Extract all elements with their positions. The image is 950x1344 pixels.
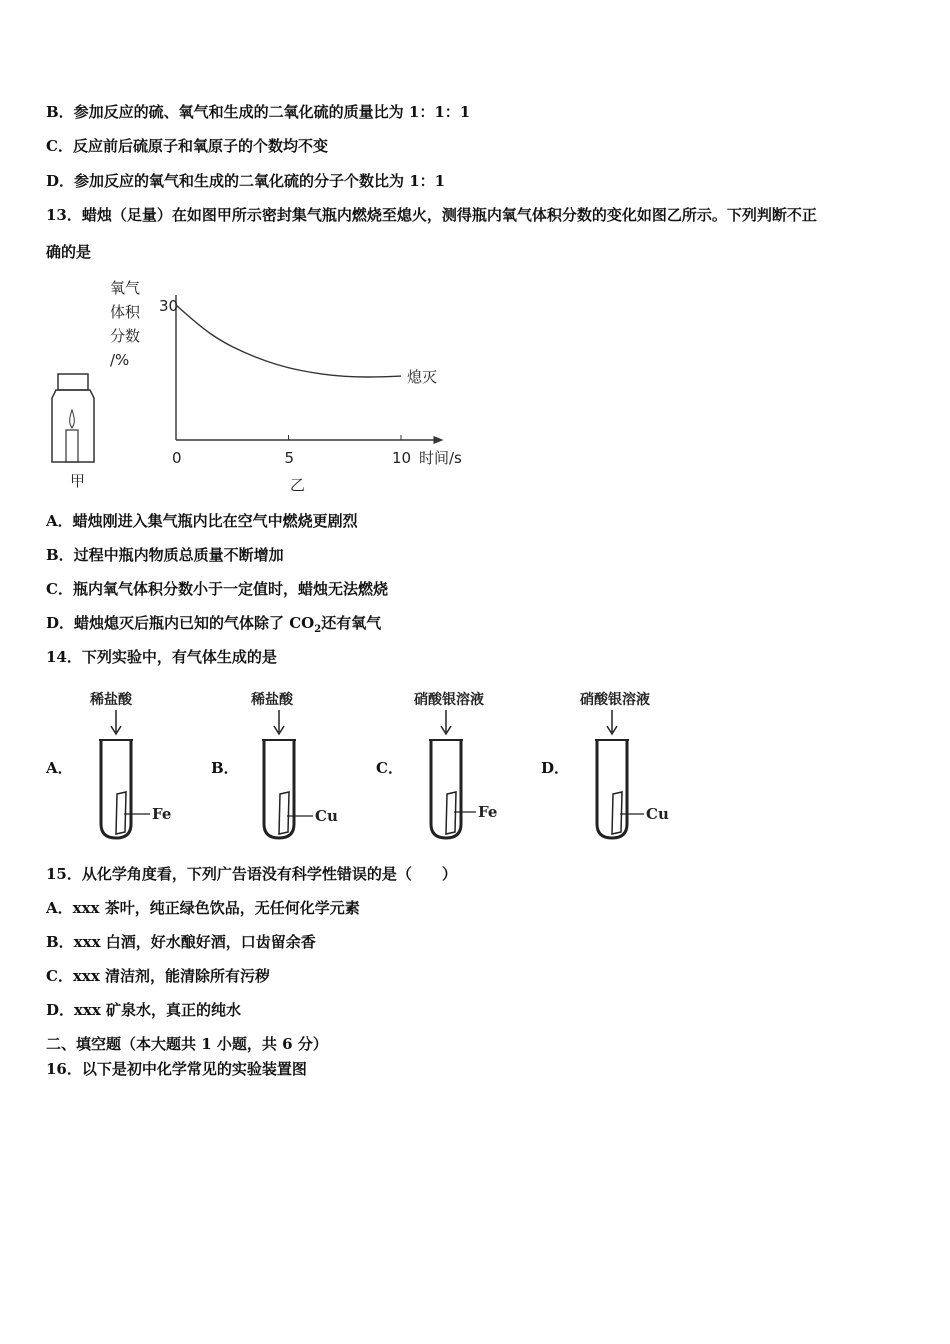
y-axis-label-line: 氧气: [110, 279, 141, 297]
q14-option-c-letter: C．: [376, 759, 403, 777]
x-tick-label: 0: [172, 449, 182, 467]
y-tick-label: 30: [159, 297, 179, 315]
metal-b: Cu: [315, 807, 338, 825]
x-axis-arrow: [434, 436, 444, 444]
test-tube-a: [80, 686, 190, 846]
q12-option-b: B．参加反应的硫、氧气和生成的二氧化硫的质量比为 1：1：1: [46, 103, 471, 121]
chart-label: 乙: [290, 476, 306, 494]
metal-strip: [116, 792, 126, 834]
reagent-a: 稀盐酸: [90, 692, 132, 708]
q13-option-d-text: D．蜡烛熄灭后瓶内已知的气体除了 CO: [46, 614, 315, 632]
y-axis-label-line: 分数: [110, 327, 141, 345]
q15-option-c: C．xxx 清洁剂，能清除所有污秽: [46, 967, 270, 985]
q13-stem-line2: 确的是: [46, 243, 92, 261]
jar-label: 甲: [70, 472, 86, 490]
oxygen-chart: [104, 275, 484, 495]
q13-option-d-sub: 2: [314, 624, 322, 635]
test-tube-c: [410, 686, 520, 846]
reagent-b: 稀盐酸: [251, 692, 293, 708]
x-tick-label: 10: [392, 449, 412, 467]
q15-stem: 15．从化学角度看，下列广告语没有科学性错误的是（ ）: [46, 865, 457, 883]
q15-option-d: D．xxx 矿泉水，真正的纯水: [46, 1001, 242, 1019]
jar-figure: [44, 372, 104, 492]
q15-option-b: B．xxx 白酒，好水酿好酒，口齿留余香: [46, 933, 316, 951]
section2-heading: 二、填空题（本大题共 1 小题，共 6 分）: [46, 1035, 328, 1053]
reagent-c: 硝酸银溶液: [414, 692, 484, 708]
candle-flame: [70, 410, 75, 428]
metal-strip: [612, 792, 622, 834]
y-axis-label-line: 体积: [110, 303, 141, 321]
test-tube-d: [576, 686, 686, 846]
q16-stem: 16．以下是初中化学常见的实验装置图: [46, 1060, 307, 1078]
q12-option-c: C．反应前后硫原子和氧原子的个数均不变: [46, 137, 328, 155]
q14-option-a-letter: A．: [46, 759, 73, 777]
q13-option-c: C．瓶内氧气体积分数小于一定值时，蜡烛无法燃烧: [46, 580, 388, 598]
metal-a: Fe: [152, 805, 172, 823]
y-axis-label-line: /%: [110, 351, 130, 369]
metal-c: Fe: [478, 803, 498, 821]
x-axis-label: 时间/s: [419, 449, 462, 467]
oxygen-curve: [176, 305, 401, 377]
q13-option-a: A．蜡烛刚进入集气瓶内比在空气中燃烧更剧烈: [46, 512, 358, 530]
q12-option-d: D．参加反应的氧气和生成的二氧化硫的分子个数比为 1：1: [46, 172, 446, 190]
metal-strip: [446, 792, 456, 834]
metal-strip: [279, 792, 289, 834]
candle-body: [66, 430, 78, 462]
y-axis-label: [110, 279, 141, 369]
metal-d: Cu: [646, 805, 669, 823]
q14-stem: 14．下列实验中，有气体生成的是: [46, 648, 277, 666]
q14-option-d-letter: D．: [541, 759, 570, 777]
test-tube-b: [243, 686, 353, 846]
q13-option-d: [46, 613, 381, 640]
x-tick-label: 5: [284, 449, 295, 467]
q13-stem-line1: 13．蜡烛（足量）在如图甲所示密封集气瓶内燃烧至熄火，测得瓶内氧气体积分数的变化如图乙所示。下列判断不正: [46, 206, 817, 224]
extinguished-label: 熄灭: [407, 368, 438, 387]
q14-option-b-letter: B．: [211, 759, 239, 777]
reagent-d: 硝酸银溶液: [580, 692, 650, 708]
q13-option-b: B．过程中瓶内物质总质量不断增加: [46, 546, 284, 564]
q15-option-a: A．xxx 茶叶，纯正绿色饮品，无任何化学元素: [46, 899, 360, 917]
q13-option-d-suffix: 还有氧气: [321, 614, 382, 632]
